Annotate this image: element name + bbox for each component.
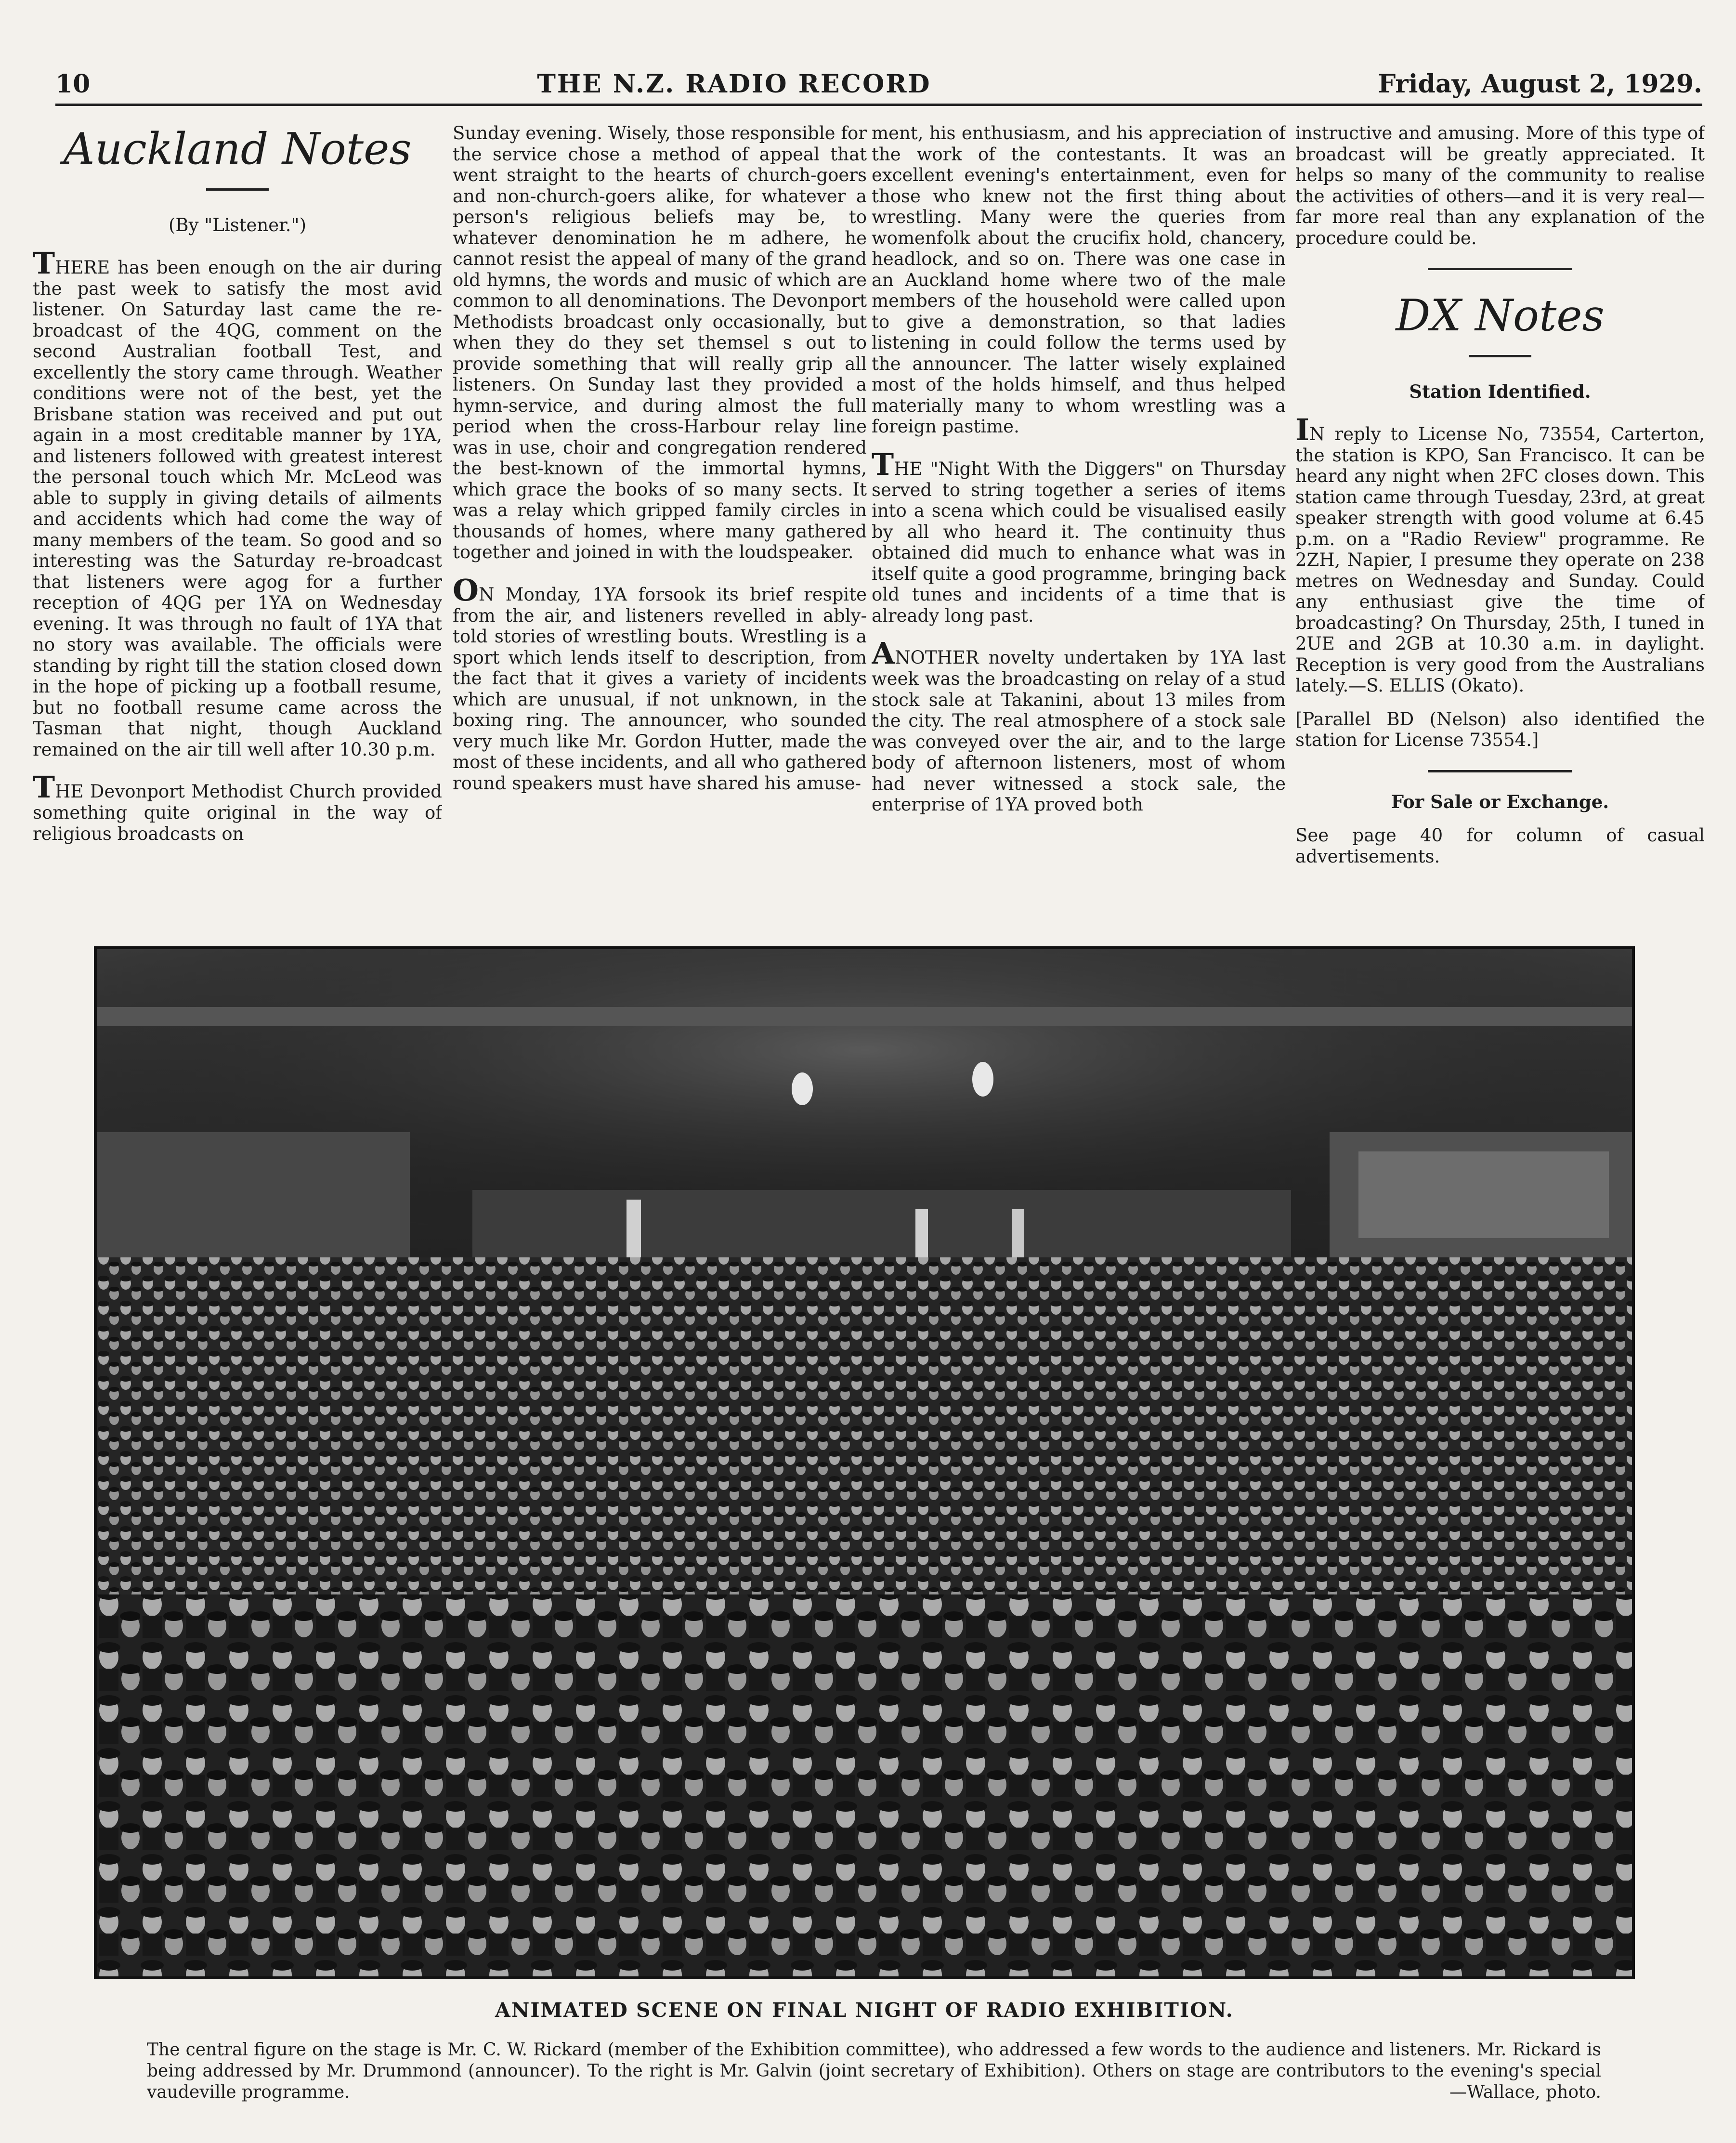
for-sale-text: See page 40 for column of casual advertisements. [1295,825,1705,867]
drop-cap: I [1295,412,1310,447]
column-3 [872,123,1286,913]
article-paragraph: ment, his enthusiasm, and his appreciation of the work of the contestants. It was an excellent evening's entertainment, even for those who knew not the first thing about wrestling. Many were the queries from womenfolk about the crucifix hold, chancery, headlock, and so on. There was one case in an Auckland home where two of the male members of the household were called upon to give a demonstration, so that ladies listening in could follow the terms used by the announcer. The latter wisely explained most of the holds himself, and thus helped materially many to whom wrestling was a foreign pastime. [872,123,1286,437]
photo-caption-text: The central figure on the stage is Mr. C. W. Rickard (member of the Exhibition committee), who addressed a few words to the audience and listeners. Mr. Rickard is being addressed by Mr. Drummond (announcer). To the right is Mr. Galvin (joint secretary of Exhibition). Others on stage are contributors to the evening's special vaudeville programme. [147,2040,1601,2102]
byline: (By "Listener.") [168,215,307,235]
section-rule [1428,268,1572,270]
station-identified-subhead: Station Identified. [1409,381,1591,402]
article-paragraph: Sunday evening. Wisely, those responsible for the service chose a method of appeal that went straight to the hearts of church-goers and non-church-goers alike, for whatever a person's religious beliefs may be, to whatever denomination he m adhere, he cannot resist the appeal of many of the grand old hymns, the words and music of which are common to all denominations. The Devonport Methodists broadcast only occasionally, but when they do they set themsel s out to provide something that will really grip all listeners. On Sunday last they provided a hymn-service, and during almost the full period when the cross-Harbour relay line was in use, choir and congregation rendered the best-known of the immortal hymns, which grace the books of so many sects. It was a relay which gripped family circles in thousands of homes, where many gathered together and joined in with the loudspeaker. [453,123,867,562]
drop-cap: O [453,572,479,608]
crowd-photo-image [97,949,1632,1976]
exhibition-crowd-photo [94,946,1635,1979]
heading-rule [206,188,269,191]
article-paragraph: instructive and amusing. More of this type of broadcast will be greatly appreciated. It helps so many of the community to realise the activities of others—and it is very real—far more real than any explanation of the procedure could be. [1295,123,1705,248]
column-4 [1295,123,1705,913]
dx-paragraph: IN reply to License No, 73554, Carterton, the station is KPO, San Francisco. It can be heard any night when 2FC closes down. This station came through Tuesday, 23rd, at great speaker strength with good volume at 6.45 p.m. on a "Radio Review" programme. Re 2ZH, Napier, I presume they operate on 238 metres on Wednesday and Sunday. Could any enthusiast give the time of broadcasting? On Thursday, 25th, I tuned in 2UE and 2GB at 10.30 a.m. in daylight. Reception is very good from the Australians lately.—S. ELLIS (Okato). [1295,412,1705,696]
issue-date: Friday, August 2, 1929. [1378,69,1702,99]
drop-cap: T [872,446,894,482]
article-paragraph: ANOTHER novelty undertaken by 1YA last week was the broadcasting on relay of a stud stock sale at Takanini, about 13 miles from the city. The real atmosphere of a stock sale was conveyed over the air, and to the large body of afternoon listeners, most of whom had never witnessed a stock sale, the enterprise of 1YA proved both [872,636,1286,815]
for-sale-subhead: For Sale or Exchange. [1391,791,1609,812]
article-paragraph: THERE has been enough on the air during the past week to satisfy the most avid listener. On Saturday last came the re-broadcast of the 4QG, comment on the second Australian football Test, and excellently the story came through. Weather conditions were not of the best, yet the Brisbane station was received and put out again in a most creditable manner by 1YA, and listeners followed with greatest interest the personal touch which Mr. McLeod was able to supply in giving details of ailments and accidents which had come the way of many members of the team. So good and so interesting was the Saturday re-broadcast that listeners were agog for a further reception of 4QG per 1YA on Wednesday evening. It was through no fault of 1YA that no story was available. The officials were standing by right till the station closed down in the hope of picking up a football resume, but no football resume came across the Tasman that night, though Auckland remained on the air till well after 10.30 p.m. [33,245,442,760]
photo-credit: —Wallace, photo. [1449,2082,1601,2102]
auckland-notes-heading: Auckland Notes [63,124,412,174]
column-1 [33,123,442,913]
dx-note: [Parallel BD (Nelson) also identified the station for License 73554.] [1295,708,1705,750]
article-paragraph: THE Devonport Methodist Church provided something quite original in the way of religious broadcasts on [33,770,442,844]
article-paragraph: ON Monday, 1YA forsook its brief respite from the air, and listeners revelled in ably-told stories of wrestling bouts. Wrestling is a sport which lends itself to description, from the fact that it gives a variety of incidents which are unusual, if not unknown, in the boxing ring. The announcer, who sounded very much like Mr. Gordon Hutter, made the most of these incidents, and all who gathered round speakers must have shared his amuse- [453,572,867,794]
drop-cap: T [33,245,55,281]
column-2 [453,123,867,913]
section-rule [1428,770,1572,772]
photo-caption-title: ANIMATED SCENE ON FINAL NIGHT OF RADIO EXHIBITION. [495,1999,1234,2022]
page-number: 10 [55,69,91,99]
dx-notes-heading: DX Notes [1396,290,1605,341]
article-paragraph: THE "Night With the Diggers" on Thursday served to string together a series of items into a scena which could be visualised easily by all who heard it. The continuity thus obtained did much to enhance what was in itself quite a good programme, bringing back old tunes and incidents of a time that is already long past. [872,446,1286,626]
heading-rule [1469,355,1531,357]
photo-caption [147,2039,1601,2103]
drop-cap: A [872,636,895,671]
publication-title: THE N.Z. RADIO RECORD [537,69,931,99]
drop-cap: T [33,770,55,805]
masthead [55,58,1702,106]
